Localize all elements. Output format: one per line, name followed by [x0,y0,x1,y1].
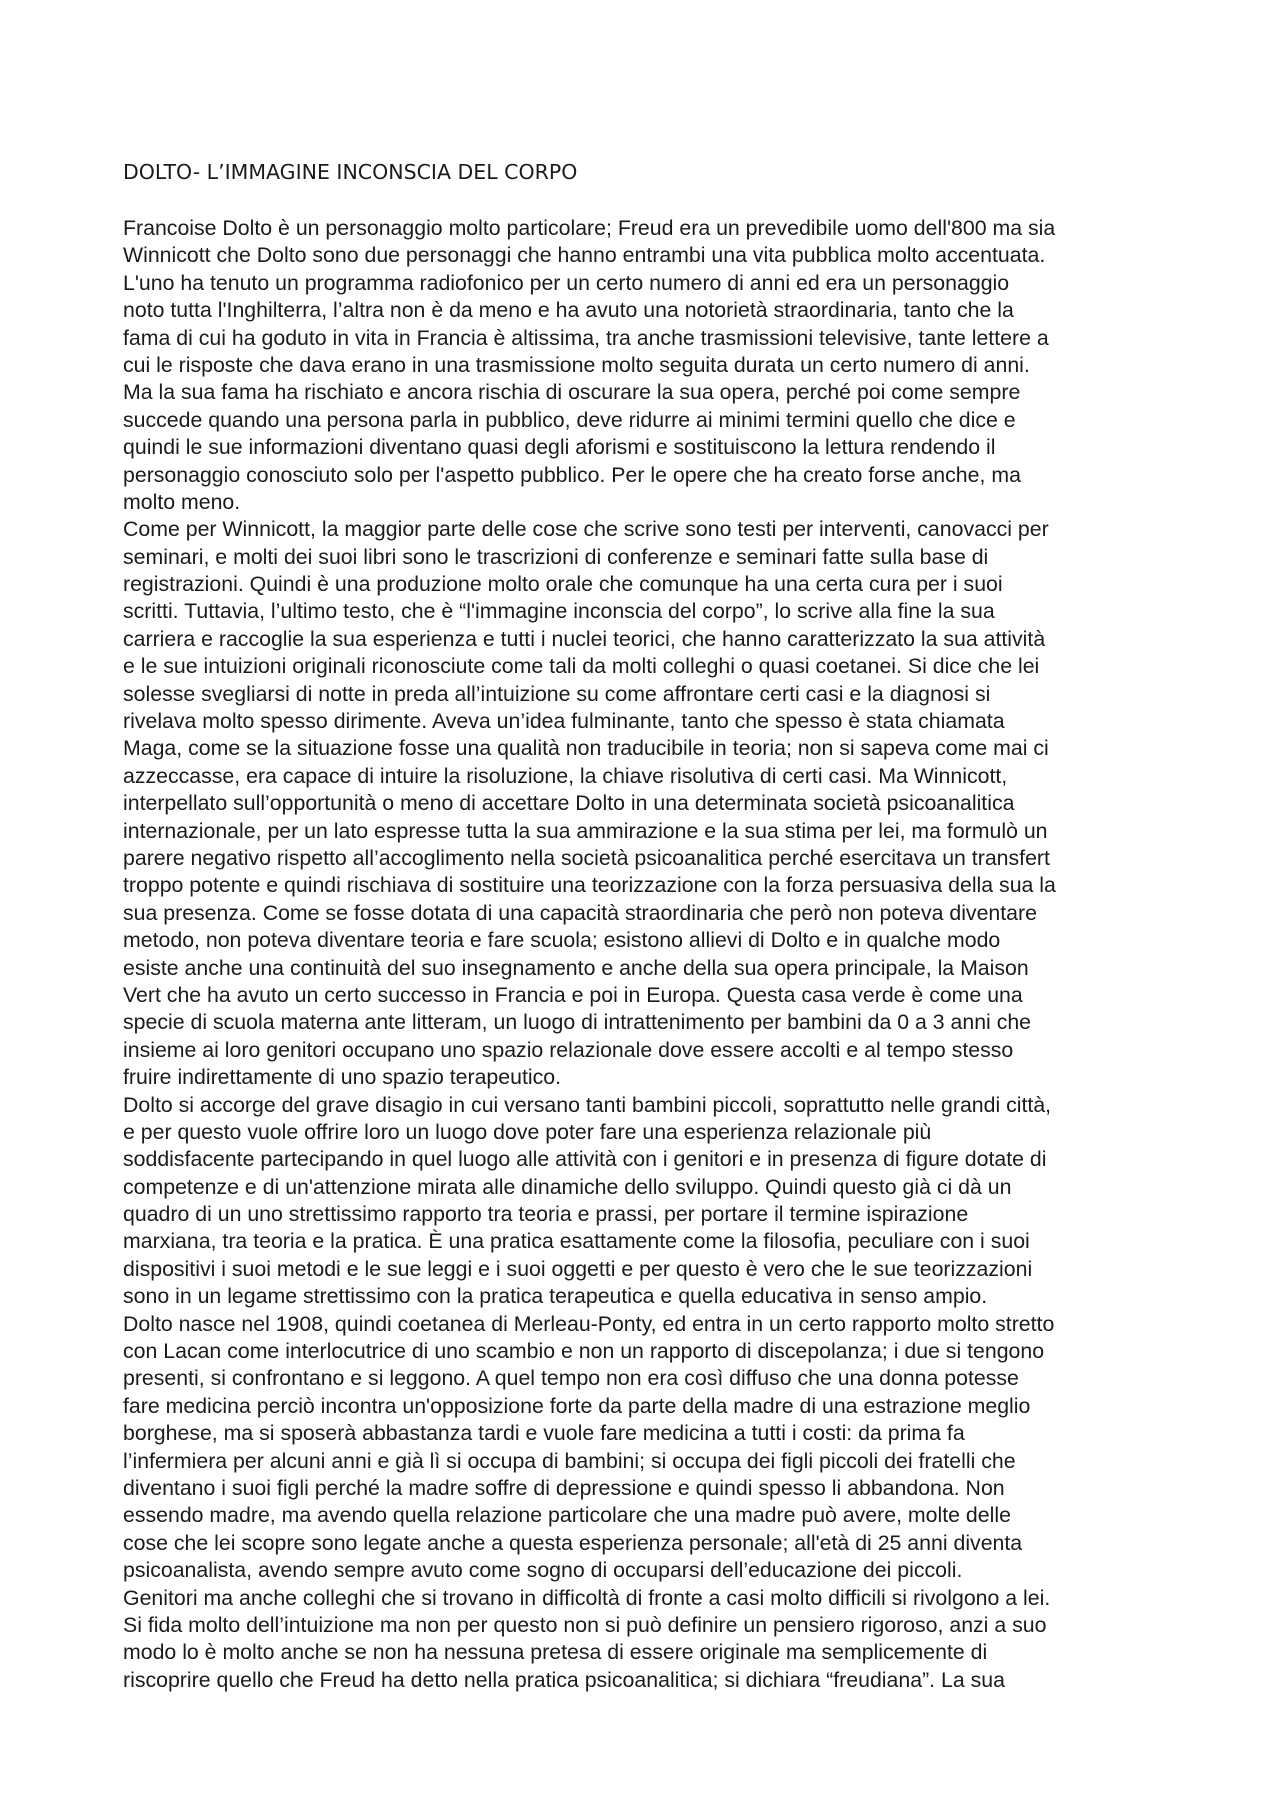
text-line: Maga, come se la situazione fosse una qualità non traducibile in teoria; non si sapeva come mai ci [123,736,1049,761]
text-line: riscoprire quello che Freud ha detto nella pratica psicoanalitica; si dichiara “freudiana”. La sua [123,1667,1005,1692]
text-line: insieme ai loro genitori occupano uno spazio relazionale dove essere accolti e al tempo stesso [123,1037,1014,1062]
text-line: Ma la sua fama ha rischiato e ancora rischia di oscurare la sua opera, perché poi come sempre [123,380,1021,405]
text-line: Si fida molto dell’intuizione ma non per questo non si può definire un pensiero rigoroso, anzi a suo [123,1612,1047,1637]
text-line: L'uno ha tenuto un programma radiofonico per un certo numero di anni ed era un personaggio [123,270,1010,295]
text-line: specie di scuola materna ante litteram, un luogo di intrattenimento per bambini da 0 a 3 anni che [123,1010,1032,1035]
text-line: succede quando una persona parla in pubblico, deve ridurre ai minimi termini quello che dice e [123,407,1016,432]
text-line: solesse svegliarsi di notte in preda all’intuizione su come affrontare certi casi e la diagnosi si [123,681,991,706]
text-line: quindi le sue informazioni diventano quasi degli aforismi e sostituiscono la lettura rendendo il [123,435,996,460]
text-line: registrazioni. Quindi è una produzione molto orale che comunque ha una certa cura per i suoi [123,572,1003,597]
text-line: psicoanalista, avendo sempre avuto come sogno di occuparsi dell’educazione dei piccoli. [123,1558,963,1583]
text-line: rivelava molto spesso dirimente. Aveva un’idea fulminante, tanto che spesso è stata chiamata [123,709,1005,734]
text-line: Vert che ha avuto un certo successo in Francia e poi in Europa. Questa casa verde è come una [123,982,1023,1007]
text-line: quadro di un uno strettissimo rapporto tra teoria e prassi, per portare il termine ispirazione [123,1202,969,1227]
text-line: interpellato sull’opportunità o meno di accettare Dolto in una determinata società psicoanalitica [123,791,1015,816]
text-line: e per questo vuole offrire loro un luogo dove poter fare una esperienza relazionale più [123,1119,932,1144]
document-body [123,215,1163,1694]
text-line: marxiana, tra teoria e la pratica. È una pratica esattamente come la filosofia, peculiare con i suoi [123,1229,1030,1254]
text-line: competenze e di un'attenzione mirata alle dinamiche dello sviluppo. Quindi questo già ci dà un [123,1174,1012,1199]
text-line: noto tutta l'Inghilterra, l’altra non è da meno e ha avuto una notorietà straordinaria, tanto che la [123,298,1014,323]
document-page [123,0,1163,1811]
text-line: metodo, non poteva diventare teoria e fare scuola; esistono allievi di Dolto e in qualche modo [123,928,1001,953]
text-line: Genitori ma anche colleghi che si trovano in difficoltà di fronte a casi molto difficili si rivolgono a lei. [123,1585,1051,1610]
text-line: con Lacan come interlocutrice di uno scambio e non un rapporto di discepolanza; i due si tengono [123,1339,1045,1364]
text-line: sono in un legame strettissimo con la pratica terapeutica e quella educativa in senso ampio. [123,1284,988,1309]
text-line: e le sue intuizioni originali riconosciute come tali da molti colleghi o quasi coetanei. Si dice che lei [123,654,1040,679]
text-line: soddisfacente partecipando in quel luogo alle attività con i genitori e in presenza di figure dotate di [123,1147,1047,1172]
text-line: cose che lei scopre sono legate anche a questa esperienza personale; all'età di 25 anni diventa [123,1530,1023,1555]
text-line: cui le risposte che dava erano in una trasmissione molto seguita durata un certo numero di anni. [123,352,1030,377]
text-line: Francoise Dolto è un personaggio molto particolare; Freud era un prevedibile uomo dell'800 ma sia [123,216,1056,240]
text-line: essendo madre, ma avendo quella relazione particolare che una madre può avere, molte delle [123,1503,1011,1528]
text-line: parere negativo rispetto all’accoglimento nella società psicoanalitica perché esercitava un transfert [123,845,1050,870]
text-line: fama di cui ha goduto in vita in Francia è altissima, tra anche trasmissioni televisive, tante lettere a [123,325,1049,350]
text-line: molto meno. [123,489,241,514]
text-line: seminari, e molti dei suoi libri sono le trascrizioni di conferenze e seminari fatte sulla base di [123,544,989,569]
text-line: modo lo è molto anche se non ha nessuna pretesa di essere originale ma semplicemente di [123,1640,988,1665]
text-line: Come per Winnicott, la maggior parte delle cose che scrive sono testi per interventi, canovacci per [123,517,1049,542]
text-line: scritti. Tuttavia, l’ultimo testo, che è “l'immagine inconscia del corpo”, lo scrive alla fine la sua [123,599,995,624]
text-line: Dolto si accorge del grave disagio in cui versano tanti bambini piccoli, soprattutto nelle grandi città, [123,1092,1052,1117]
text-line: l’infermiera per alcuni anni e già lì si occupa di bambini; si occupa dei figli piccoli dei fratelli che [123,1448,1016,1473]
text-line: troppo potente e quindi rischiava di sostituire una teorizzazione con la forza persuasiva della sua la [123,873,1056,898]
text-line: dispositivi i suoi metodi e le sue leggi e i suoi oggetti e per questo è vero che le sue teorizzazioni [123,1256,1033,1281]
text-line: internazionale, per un lato espresse tutta la sua ammirazione e la sua stima per lei, ma formulò un [123,818,1048,843]
text-line: diventano i suoi figli perché la madre soffre di depressione e quindi spesso li abbandona. Non [123,1475,1005,1500]
text-line: esiste anche una continuità del suo insegnamento e anche della sua opera principale, la Maison [123,955,1029,980]
text-line: fare medicina perciò incontra un'opposizione forte da parte della madre di una estrazione meglio [123,1393,1031,1418]
text-line: Winnicott che Dolto sono due personaggi che hanno entrambi una vita pubblica molto accentuata. [123,243,1046,268]
text-line: carriera e raccoglie la sua esperienza e tutti i nuclei teorici, che hanno caratterizzato la sua attività [123,626,1046,651]
text-line: azzeccasse, era capace di intuire la risoluzione, la chiave risolutiva di certi casi. Ma Winnicott, [123,763,1008,788]
text-line: presenti, si confrontano e si leggono. A quel tempo non era così diffuso che una donna potesse [123,1366,1019,1391]
text-line: sua presenza. Come se fosse dotata di una capacità straordinaria che però non poteva diventare [123,900,1037,925]
text-line: Dolto nasce nel 1908, quindi coetanea di Merleau-Ponty, ed entra in un certo rapporto molto stretto [123,1311,1055,1336]
text-line: borghese, ma si sposerà abbastanza tardi e vuole fare medicina a tutti i costi: da prima fa [123,1421,965,1446]
text-line: fruire indirettamente di uno spazio terapeutico. [123,1065,562,1090]
text-line: personaggio conosciuto solo per l'aspetto pubblico. Per le opere che ha creato forse anche, ma [123,462,1021,487]
document-title: DOLTO- L’IMMAGINE INCONSCIA DEL CORPO [123,160,578,184]
